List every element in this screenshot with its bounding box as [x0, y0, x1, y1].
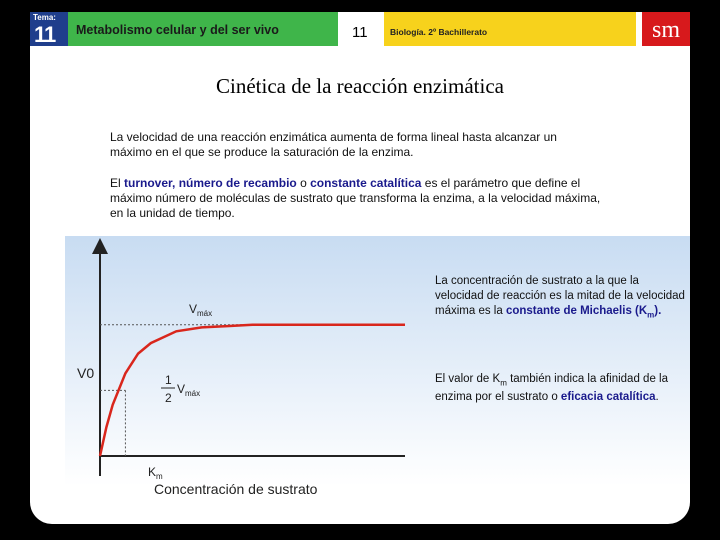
slide-title: Cinética de la reacción enzimática [215, 74, 504, 98]
topic-banner [68, 12, 338, 46]
y-axis-label: V0 [77, 365, 95, 381]
half-vmax-den: 2 [165, 391, 172, 405]
unit-label: Tema: [33, 13, 56, 22]
turnover-prefix: El [110, 176, 125, 190]
efficiency-term: eficacia catalítica [560, 391, 656, 404]
course-banner [384, 12, 636, 46]
michaelis-end: ). [654, 305, 662, 317]
michaelis-menten-chart [65, 236, 412, 497]
vmax-label: $V_{máx}$ [189, 302, 213, 318]
half-vmax-label: $V_{máx}$ [177, 382, 201, 398]
intro-paragraph: La velocidad de una reacción enzimática aumenta de forma lineal hasta alcanzar un máximo en el que se produce la saturación de la enzima. [110, 130, 557, 159]
km-affinity-sub: m [500, 378, 507, 388]
km-label: $K_m$ [148, 465, 163, 481]
km-affinity-b: también indica la afinidad de la enzima por el sustrato o [435, 373, 668, 404]
turnover-paragraph [110, 176, 610, 221]
slide [30, 12, 690, 524]
unit-badge [30, 12, 68, 46]
publisher-logo: sm [642, 12, 690, 46]
turnover-definition: es el parámetro que define el máximo número de moléculas de sustrato que transforma la enzima, a la velocidad máxima, en la unidad de tiempo. [110, 176, 601, 220]
michaelis-text: La concentración de sustrato a la que la velocidad de reacción es la mitad de la velocidad máxima es la [435, 275, 685, 317]
efficiency-end: . [655, 391, 659, 404]
topic-title: Metabolismo celular y del ser vivo [76, 23, 279, 37]
turnover-term: turnover, número de recambio [124, 176, 297, 190]
km-affinity-a: El valor de K [435, 373, 501, 385]
michaelis-term: constante de Michaelis (K [505, 305, 648, 317]
header-bar [30, 12, 690, 46]
catalytic-efficiency-text [435, 372, 685, 405]
michaelis-sub: m [647, 310, 655, 320]
turnover-connector: o [296, 176, 311, 190]
page-number-box [338, 12, 384, 46]
page-number: 11 [352, 24, 368, 41]
chart-svg [65, 236, 412, 486]
unit-number: 11 [34, 22, 56, 47]
kinetics-panel [65, 236, 690, 497]
michaelis-constant-text [435, 274, 685, 322]
x-axis-label: Concentración de sustrato [154, 481, 318, 497]
velocity-curve [100, 325, 405, 456]
half-vmax-num: 1 [165, 373, 172, 387]
catalytic-constant-term: constante catalítica [310, 176, 422, 190]
course-title: Biología. 2º Bachillerato [390, 27, 488, 37]
